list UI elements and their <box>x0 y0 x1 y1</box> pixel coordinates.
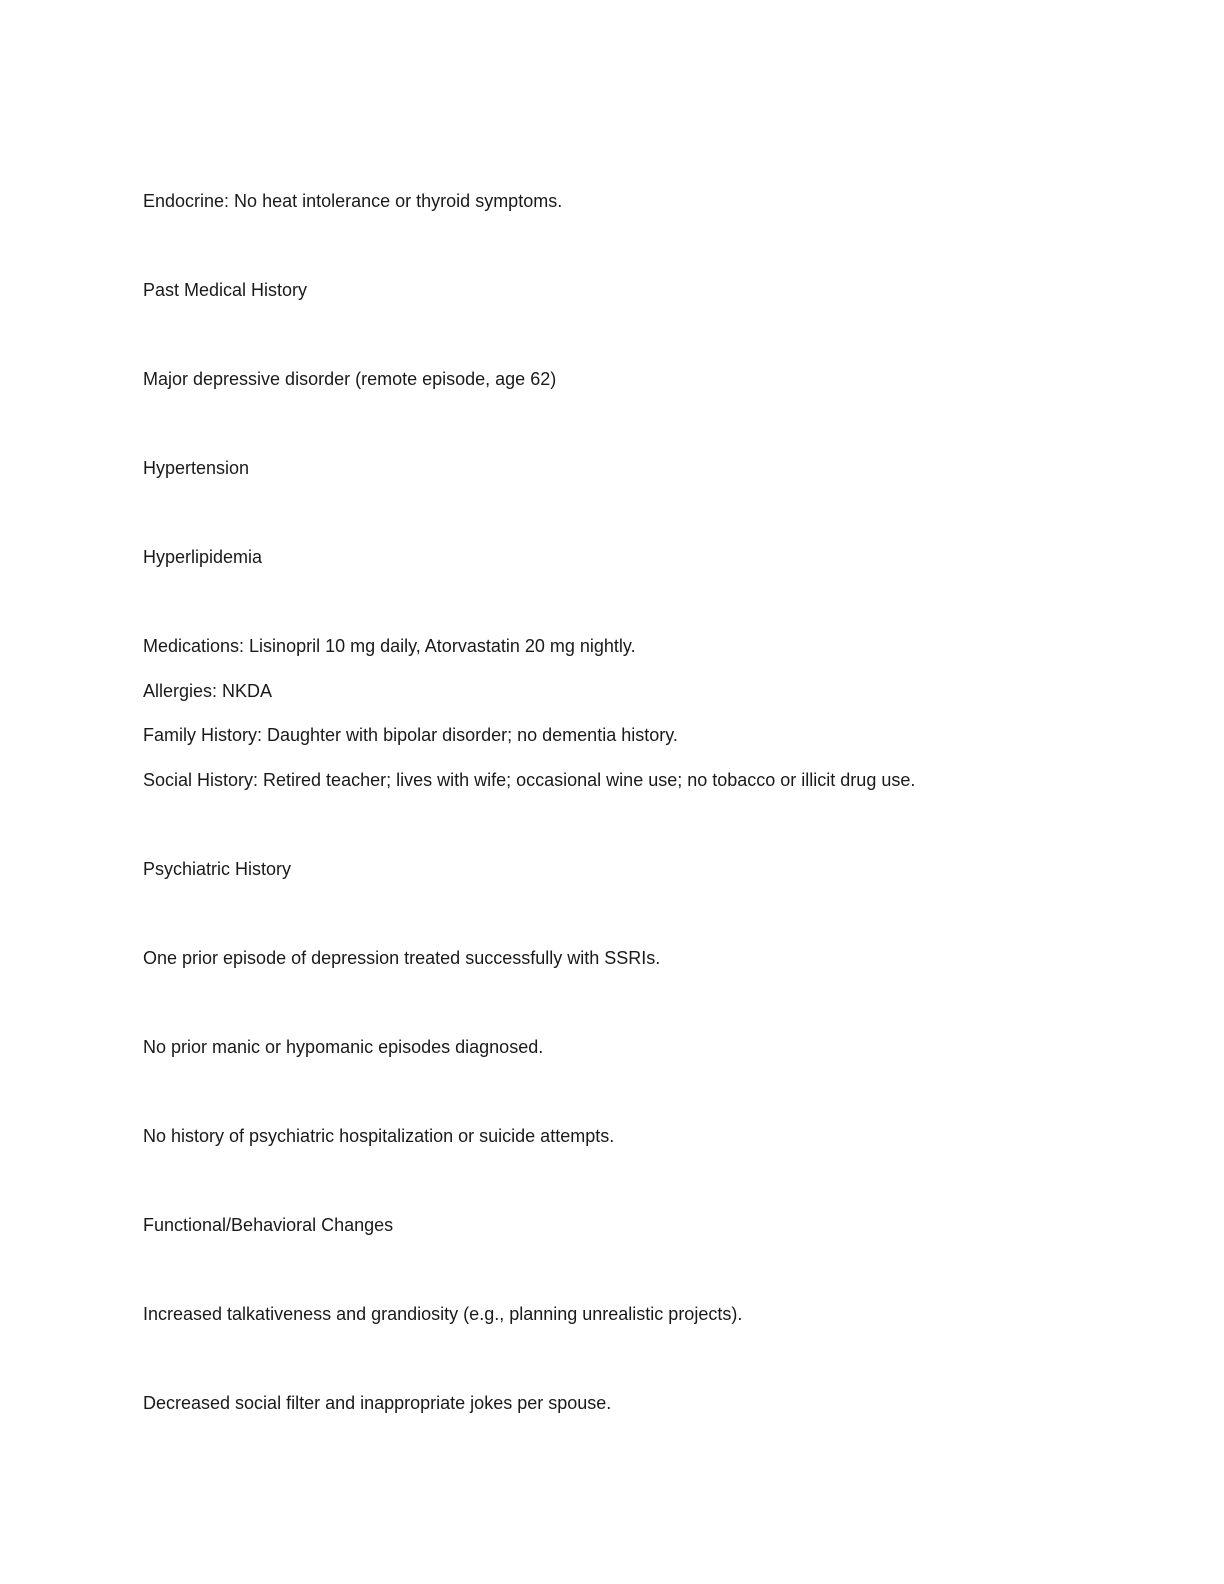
section-heading-past-medical-history: Past Medical History <box>143 280 308 300</box>
psychiatric-item-no-mania: No prior manic or hypomanic episodes diagnosed. <box>143 1037 544 1057</box>
section-heading-psychiatric-history: Psychiatric History <box>143 859 292 879</box>
behavior-item-talkativeness: Increased talkativeness and grandiosity (e.g., planning unrealistic projects). <box>143 1304 743 1324</box>
medications-line: Medications: Lisinopril 10 mg daily, Atorvastatin 20 mg nightly. <box>143 636 636 656</box>
psychiatric-item-no-hospitalization: No history of psychiatric hospitalization or suicide attempts. <box>143 1126 615 1146</box>
section-heading-functional-behavioral-changes: Functional/Behavioral Changes <box>143 1215 394 1235</box>
allergies-line: Allergies: NKDA <box>143 681 273 701</box>
history-item-depression: Major depressive disorder (remote episode, age 62) <box>143 369 557 389</box>
review-of-systems-endocrine: Endocrine: No heat intolerance or thyroid symptoms. <box>143 191 563 211</box>
social-history-line: Social History: Retired teacher; lives with wife; occasional wine use; no tobacco or illicit drug use. <box>143 770 916 790</box>
family-history-line: Family History: Daughter with bipolar disorder; no dementia history. <box>143 725 678 745</box>
history-item-hypertension: Hypertension <box>143 458 250 478</box>
behavior-item-social-filter: Decreased social filter and inappropriate jokes per spouse. <box>143 1393 612 1413</box>
psychiatric-item-prior-depression: One prior episode of depression treated successfully with SSRIs. <box>143 948 661 968</box>
history-item-hyperlipidemia: Hyperlipidemia <box>143 547 263 567</box>
